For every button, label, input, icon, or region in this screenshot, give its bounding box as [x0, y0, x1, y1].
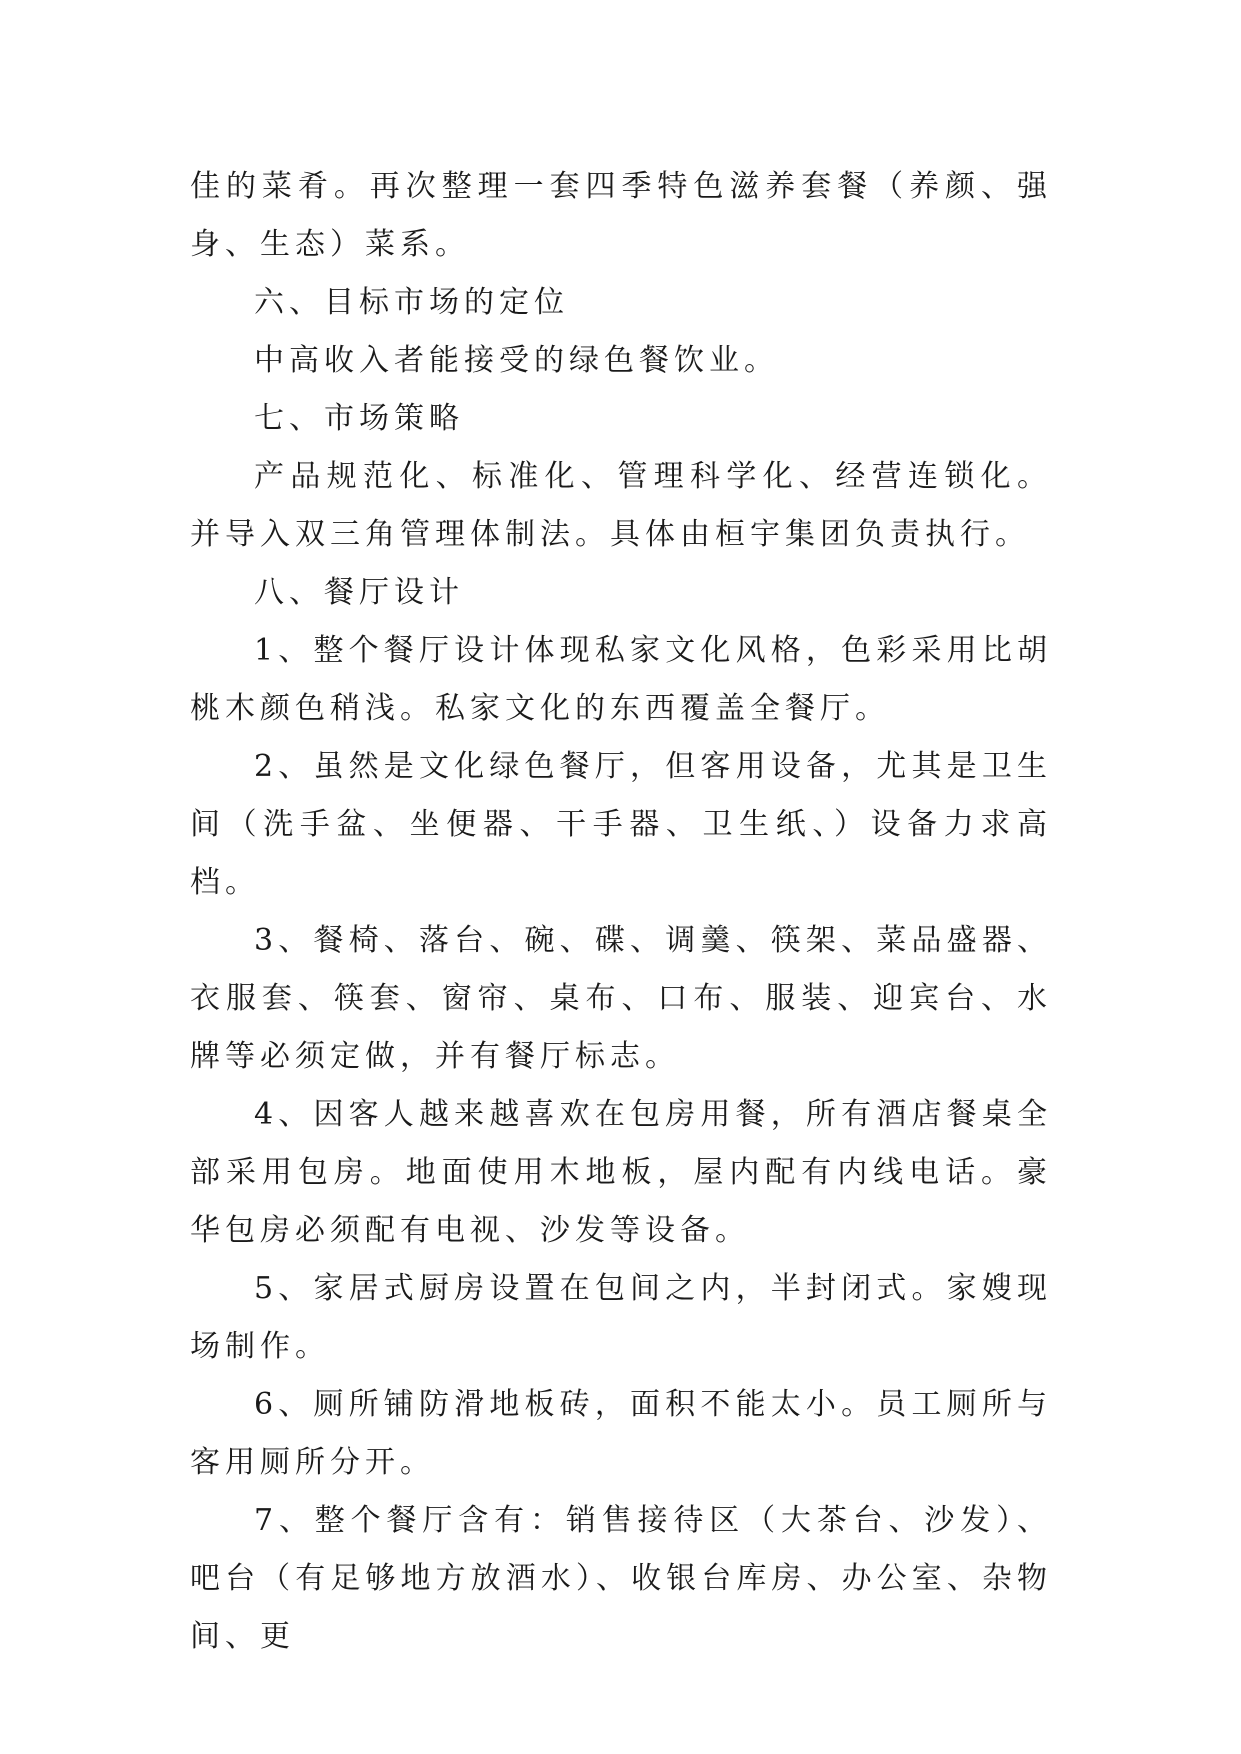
paragraph-design-item-5: 5、家居式厨房设置在包间之内，半封闭式。家嫂现场制作。 [190, 1271, 1052, 1364]
heading-restaurant-design: 八、餐厅设计 [254, 575, 464, 610]
paragraph-design-item-2: 2、虽然是文化绿色餐厅，但客用设备，尤其是卫生间（洗手盆、坐便器、干手器、卫生纸、）设备力求高档。 [190, 749, 1052, 900]
paragraph-design-item-1: 1、整个餐厅设计体现私家文化风格，色彩采用比胡桃木颜色稍浅。私家文化的东西覆盖全餐厅。 [190, 633, 1052, 726]
heading-market-strategy: 七、市场策略 [254, 401, 464, 436]
paragraph-design-item-4: 4、因客人越来越喜欢在包房用餐，所有酒店餐桌全部采用包房。地面使用木地板，屋内配有内线电话。豪华包房必须配有电视、沙发等设备。 [190, 1097, 1052, 1248]
paragraph-market-strategy: 产品规范化、标准化、管理科学化、经营连锁化。并导入双三角管理体制法。具体由桓宇集团负责执行。 [190, 459, 1052, 552]
paragraph-design-item-3: 3、餐椅、落台、碗、碟、调羹、筷架、菜品盛器、衣服套、筷套、窗帘、桌布、口布、服装、迎宾台、水牌等必须定做，并有餐厅标志。 [190, 923, 1052, 1074]
document-body [190, 158, 1052, 1666]
paragraph-design-item-6: 6、厕所铺防滑地板砖，面积不能太小。员工厕所与客用厕所分开。 [190, 1387, 1052, 1480]
heading-target-market: 六、目标市场的定位 [254, 285, 569, 320]
paragraph-dishes-continuation: 佳的菜肴。再次整理一套四季特色滋养套餐（养颜、强身、生态）菜系。 [190, 169, 1052, 262]
paragraph-target-market: 中高收入者能接受的绿色餐饮业。 [254, 343, 779, 378]
paragraph-design-item-7: 7、整个餐厅含有：销售接待区（大茶台、沙发）、吧台（有足够地方放酒水）、收银台库房、办公室、杂物间、更 [190, 1503, 1052, 1654]
